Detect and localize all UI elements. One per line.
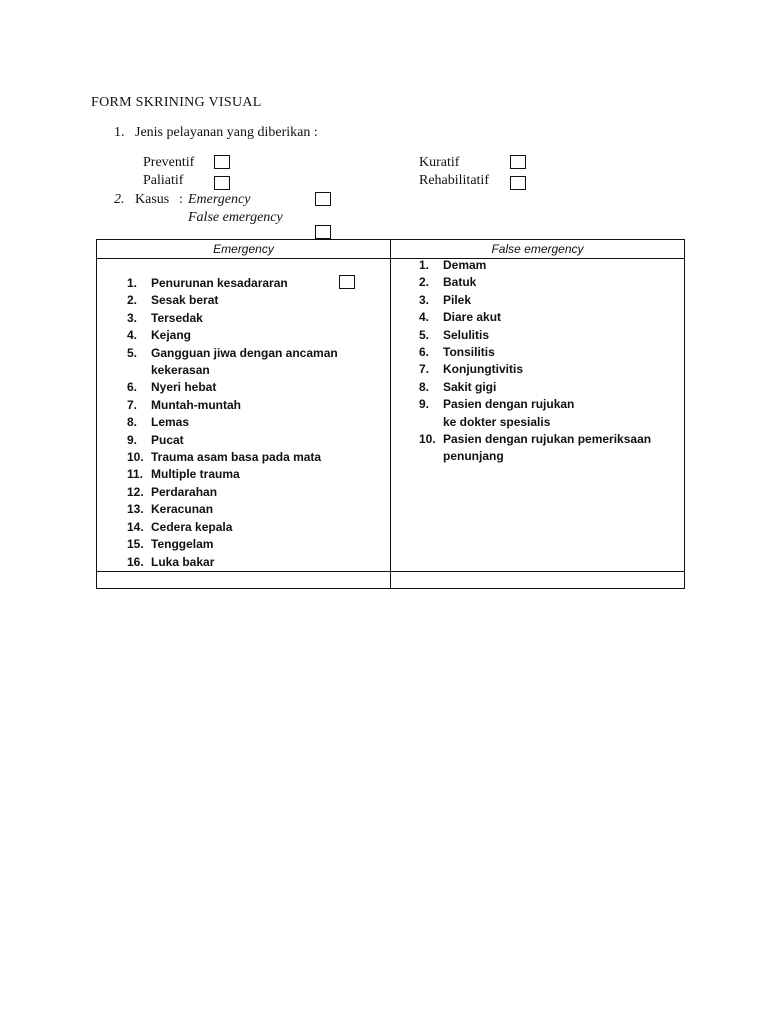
checkbox-rehabilitatif[interactable] — [510, 176, 526, 190]
emergency-list — [127, 275, 338, 571]
false-emergency-item — [419, 292, 651, 309]
form-title: FORM SKRINING VISUAL — [91, 95, 262, 110]
emergency-item — [127, 554, 338, 571]
emergency-item-text: Multiple trauma — [151, 467, 240, 482]
false-emergency-item-number: 4. — [419, 310, 430, 325]
emergency-item-text: Gangguan jiwa dengan ancaman — [151, 345, 338, 360]
emergency-item-text: Kejang — [151, 328, 192, 343]
false-emergency-item-text: Tonsilitis — [443, 345, 495, 360]
checkbox-preventif[interactable] — [214, 155, 230, 169]
emergency-item-text: Keracunan — [151, 502, 214, 517]
emergency-item-text: Nyeri hebat — [151, 380, 217, 395]
false-emergency-item — [419, 327, 651, 344]
emergency-item-text: Muntah-muntah — [151, 397, 241, 412]
false-emergency-item — [419, 257, 651, 274]
checkbox-paliatif[interactable] — [214, 176, 230, 190]
emergency-item — [127, 379, 338, 396]
emergency-item — [127, 362, 338, 379]
emergency-item-text: Pucat — [151, 432, 184, 447]
emergency-item-text: Tenggelam — [151, 537, 214, 552]
false-emergency-item-text: Pasien dengan rujukan — [443, 397, 575, 412]
emergency-item — [127, 397, 338, 414]
header-emergency: Emergency — [97, 240, 391, 259]
emergency-item-text: Trauma asam basa pada mata — [151, 450, 322, 465]
false-emergency-item — [419, 361, 651, 378]
checkbox-penurunan-kesadaran[interactable] — [339, 275, 355, 289]
emergency-item-text: kekerasan — [151, 363, 210, 378]
emergency-item — [127, 275, 338, 292]
false-emergency-item-text: Demam — [443, 258, 487, 272]
emergency-item — [127, 484, 338, 501]
checkbox-kuratif[interactable] — [510, 155, 526, 169]
false-emergency-item-text: penunjang — [443, 449, 504, 464]
option-rehabilitatif-label: Rehabilitatif — [419, 173, 489, 188]
false-emergency-item — [419, 431, 651, 448]
option-paliatif-label: Paliatif — [143, 173, 184, 188]
q2-number: 2. — [114, 192, 125, 207]
checkbox-false-emergency[interactable] — [315, 225, 331, 239]
false-emergency-item-text: Pilek — [443, 292, 472, 307]
emergency-item-text: Luka bakar — [151, 554, 215, 569]
emergency-item-number: 9. — [127, 432, 138, 447]
emergency-item-number: 16. — [127, 554, 144, 569]
emergency-item — [127, 466, 338, 483]
emergency-item-number: 4. — [127, 328, 138, 343]
false-emergency-item-number: 6. — [419, 345, 430, 360]
header-false-emergency: False emergency — [391, 240, 685, 259]
false-emergency-item-number: 5. — [419, 327, 430, 342]
emergency-cell — [97, 259, 391, 572]
emergency-item-number: 12. — [127, 484, 144, 499]
q2-label: Kasus — [135, 192, 170, 207]
emergency-item-number: 15. — [127, 537, 144, 552]
false-emergency-item-number: 9. — [419, 397, 430, 412]
false-emergency-item — [419, 379, 651, 396]
emergency-item-number: 5. — [127, 345, 138, 360]
emergency-item — [127, 327, 338, 344]
emergency-item — [127, 432, 338, 449]
emergency-item — [127, 292, 338, 309]
emergency-item-number: 7. — [127, 397, 138, 412]
false-emergency-item — [419, 344, 651, 361]
q1-label: Jenis pelayanan yang diberikan : — [135, 125, 318, 140]
emergency-item-number: 2. — [127, 293, 138, 308]
emergency-item — [127, 449, 338, 466]
emergency-item-number: 1. — [127, 276, 138, 290]
false-emergency-list — [419, 257, 651, 466]
emergency-item — [127, 414, 338, 431]
emergency-item — [127, 310, 338, 327]
emergency-item-number: 3. — [127, 310, 138, 325]
emergency-item — [127, 536, 338, 553]
emergency-item-number: 13. — [127, 502, 144, 517]
false-emergency-item-text: Diare akut — [443, 310, 502, 325]
false-emergency-item-number: 8. — [419, 379, 430, 394]
emergency-item-text: Sesak berat — [151, 293, 219, 308]
emergency-item — [127, 345, 338, 362]
emergency-item-text: Penurunan kesadararan — [151, 276, 288, 290]
footer-cell-left — [97, 572, 391, 589]
false-emergency-item-number: 3. — [419, 292, 430, 307]
emergency-item-number: 11. — [127, 467, 144, 482]
emergency-item-number: 14. — [127, 519, 144, 534]
false-emergency-item-number: 1. — [419, 258, 430, 272]
false-emergency-item-text: Batuk — [443, 275, 477, 290]
false-emergency-item-text: ke dokter spesialis — [443, 414, 551, 429]
false-emergency-item-number: 7. — [419, 362, 430, 377]
checkbox-emergency[interactable] — [315, 192, 331, 206]
footer-cell-right — [391, 572, 685, 589]
false-emergency-item — [419, 414, 651, 431]
emergency-item — [127, 519, 338, 536]
emergency-item-number: 8. — [127, 415, 138, 430]
false-emergency-item-text: Pasien dengan rujukan pemeriksaan — [443, 432, 652, 447]
emergency-item-text: Cedera kepala — [151, 519, 233, 534]
false-emergency-item-text: Sakit gigi — [443, 379, 497, 394]
option-false-emergency-label: False emergency — [188, 210, 283, 225]
false-emergency-item — [419, 396, 651, 413]
option-emergency-label: Emergency — [188, 192, 251, 207]
false-emergency-item-number: 10. — [419, 432, 436, 447]
emergency-item — [127, 501, 338, 518]
option-kuratif-label: Kuratif — [419, 155, 460, 170]
false-emergency-item — [419, 309, 651, 326]
emergency-item-text: Lemas — [151, 415, 190, 430]
emergency-item-number: 10. — [127, 450, 144, 465]
screening-table — [96, 239, 685, 589]
false-emergency-item-text: Selulitis — [443, 327, 490, 342]
emergency-item-text: Tersedak — [151, 310, 203, 325]
false-emergency-item — [419, 448, 651, 465]
emergency-item-text: Perdarahan — [151, 484, 218, 499]
q1-number: 1. — [114, 125, 125, 140]
q2-colon: : — [179, 192, 183, 207]
false-emergency-cell — [391, 259, 685, 572]
emergency-item-number: 6. — [127, 380, 138, 395]
false-emergency-item — [419, 274, 651, 291]
false-emergency-item-text: Konjungtivitis — [443, 362, 523, 377]
option-preventif-label: Preventif — [143, 155, 195, 170]
false-emergency-item-number: 2. — [419, 275, 430, 290]
